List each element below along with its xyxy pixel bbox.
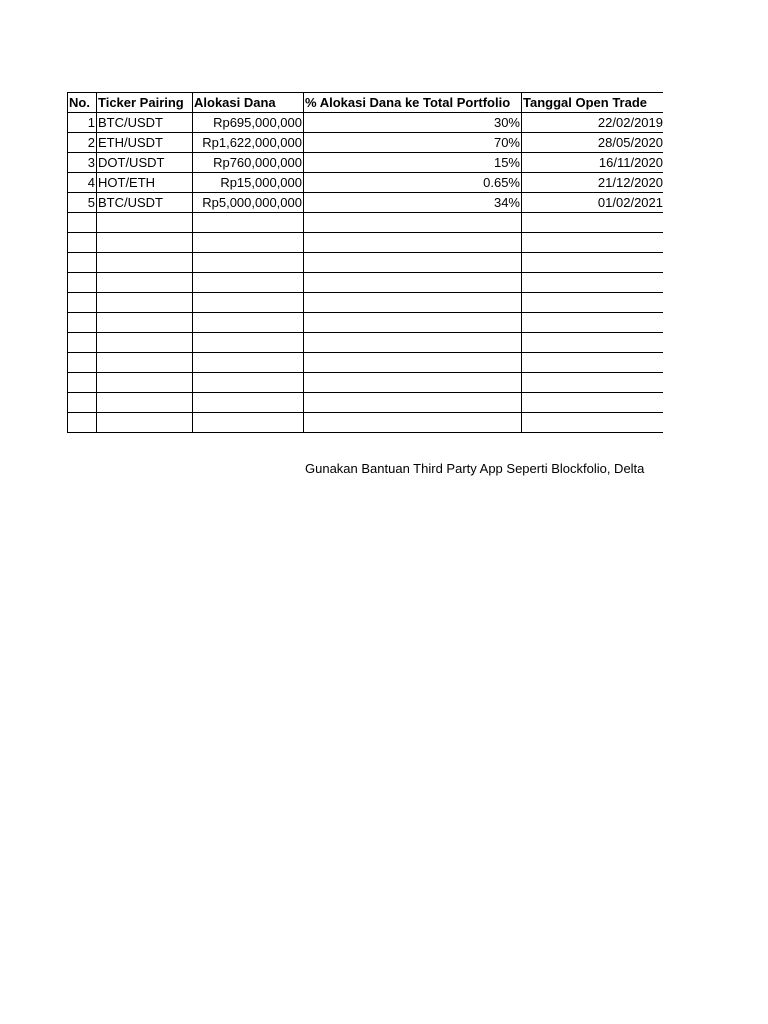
table-row [68,173,664,193]
empty-cell[interactable] [193,393,304,413]
empty-cell[interactable] [97,213,193,233]
empty-row [68,233,664,253]
empty-cell[interactable] [97,293,193,313]
cell-no[interactable]: 1 [68,113,97,133]
empty-cell[interactable] [68,313,97,333]
header-ticker-pairing[interactable]: Ticker Pairing [97,93,193,113]
header-persen-alokasi[interactable]: % Alokasi Dana ke Total Portfolio [304,93,522,113]
empty-cell[interactable] [522,293,664,313]
empty-row [68,273,664,293]
table-row [68,113,664,133]
empty-row [68,313,664,333]
empty-cell[interactable] [97,353,193,373]
cell-ticker[interactable]: DOT/USDT [97,153,193,173]
cell-persen[interactable]: 0.65% [304,173,522,193]
empty-cell[interactable] [304,353,522,373]
cell-persen[interactable]: 70% [304,133,522,153]
table-body [68,113,664,433]
empty-cell[interactable] [522,353,664,373]
empty-cell[interactable] [522,373,664,393]
empty-row [68,253,664,273]
empty-cell[interactable] [68,393,97,413]
empty-cell[interactable] [68,333,97,353]
empty-cell[interactable] [193,293,304,313]
empty-cell[interactable] [304,333,522,353]
empty-cell[interactable] [193,213,304,233]
empty-cell[interactable] [97,393,193,413]
empty-row [68,373,664,393]
cell-no[interactable]: 3 [68,153,97,173]
empty-cell[interactable] [97,413,193,433]
empty-cell[interactable] [522,273,664,293]
empty-cell[interactable] [193,413,304,433]
empty-row [68,333,664,353]
empty-cell[interactable] [304,233,522,253]
empty-cell[interactable] [68,413,97,433]
cell-persen[interactable]: 30% [304,113,522,133]
empty-cell[interactable] [522,333,664,353]
empty-cell[interactable] [97,373,193,393]
empty-cell[interactable] [97,253,193,273]
empty-cell[interactable] [304,413,522,433]
cell-tanggal[interactable]: 01/02/2021 [522,193,664,213]
empty-cell[interactable] [97,273,193,293]
footnote-text: Gunakan Bantuan Third Party App Seperti Blockfolio, Delta [305,461,645,476]
empty-row [68,413,664,433]
empty-cell[interactable] [522,413,664,433]
cell-ticker[interactable]: ETH/USDT [97,133,193,153]
empty-cell[interactable] [97,233,193,253]
cell-tanggal[interactable]: 22/02/2019 [522,113,664,133]
cell-alokasi[interactable]: Rp1,622,000,000 [193,133,304,153]
header-tanggal-open-trade[interactable]: Tanggal Open Trade [522,93,664,113]
empty-cell[interactable] [68,213,97,233]
empty-cell[interactable] [193,373,304,393]
empty-row [68,213,664,233]
empty-cell[interactable] [304,253,522,273]
cell-tanggal[interactable]: 28/05/2020 [522,133,664,153]
empty-cell[interactable] [68,293,97,313]
empty-cell[interactable] [522,313,664,333]
cell-no[interactable]: 4 [68,173,97,193]
empty-cell[interactable] [522,253,664,273]
empty-cell[interactable] [68,253,97,273]
cell-alokasi[interactable]: Rp15,000,000 [193,173,304,193]
empty-cell[interactable] [304,393,522,413]
empty-cell[interactable] [304,373,522,393]
header-no[interactable]: No. [68,93,97,113]
empty-cell[interactable] [68,373,97,393]
empty-cell[interactable] [193,253,304,273]
empty-cell[interactable] [193,273,304,293]
header-row [68,93,664,113]
cell-ticker[interactable]: HOT/ETH [97,173,193,193]
empty-cell[interactable] [68,233,97,253]
empty-cell[interactable] [522,233,664,253]
cell-alokasi[interactable]: Rp695,000,000 [193,113,304,133]
empty-cell[interactable] [193,233,304,253]
empty-cell[interactable] [304,213,522,233]
cell-alokasi[interactable]: Rp5,000,000,000 [193,193,304,213]
cell-no[interactable]: 2 [68,133,97,153]
empty-cell[interactable] [68,353,97,373]
spreadsheet-area [67,92,663,438]
empty-cell[interactable] [193,353,304,373]
empty-cell[interactable] [193,313,304,333]
empty-cell[interactable] [522,393,664,413]
header-alokasi-dana[interactable]: Alokasi Dana [193,93,304,113]
cell-tanggal[interactable]: 16/11/2020 [522,153,664,173]
cell-persen[interactable]: 34% [304,193,522,213]
cell-ticker[interactable]: BTC/USDT [97,193,193,213]
cell-persen[interactable]: 15% [304,153,522,173]
empty-cell[interactable] [522,213,664,233]
cell-ticker[interactable]: BTC/USDT [97,113,193,133]
cell-tanggal[interactable]: 21/12/2020 [522,173,664,193]
empty-row [68,293,664,313]
cell-alokasi[interactable]: Rp760,000,000 [193,153,304,173]
empty-cell[interactable] [304,293,522,313]
empty-cell[interactable] [304,273,522,293]
cell-no[interactable]: 5 [68,193,97,213]
table-row [68,193,664,213]
empty-cell[interactable] [97,313,193,333]
empty-cell[interactable] [68,273,97,293]
empty-cell[interactable] [97,333,193,353]
empty-row [68,353,664,373]
table-row [68,133,664,153]
empty-cell[interactable] [304,313,522,333]
empty-row [68,393,664,413]
trade-table [67,92,663,433]
empty-cell[interactable] [193,333,304,353]
table-row [68,153,664,173]
